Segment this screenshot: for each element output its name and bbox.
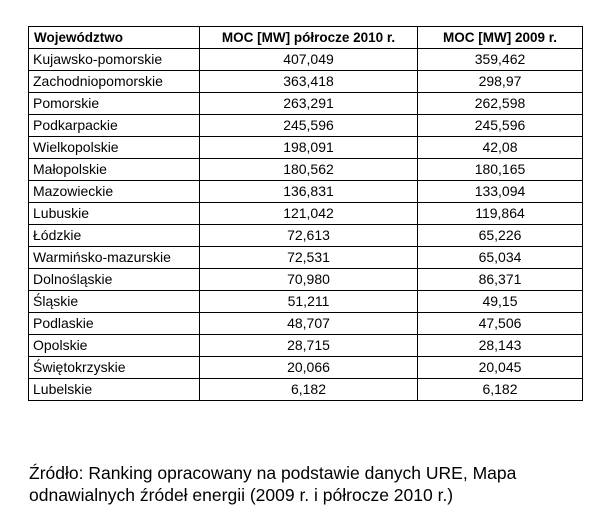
cell-power-2010: 363,418: [200, 71, 418, 93]
cell-power-2009: 28,143: [418, 335, 583, 357]
table-row: [29, 137, 583, 159]
table-row: [29, 203, 583, 225]
source-caption: [29, 462, 599, 506]
table-row: [29, 335, 583, 357]
cell-voivodeship: Kujawsko-pomorskie: [29, 49, 200, 71]
cell-power-2009: 133,094: [418, 181, 583, 203]
cell-power-2010: 20,066: [200, 357, 418, 379]
cell-power-2010: 28,715: [200, 335, 418, 357]
cell-power-2010: 136,831: [200, 181, 418, 203]
table-row: [29, 357, 583, 379]
table-header-row: [29, 27, 583, 49]
cell-power-2009: 86,371: [418, 269, 583, 291]
table-body: [29, 49, 583, 401]
cell-power-2009: 180,165: [418, 159, 583, 181]
cell-power-2009: 359,462: [418, 49, 583, 71]
cell-power-2009: 20,045: [418, 357, 583, 379]
table-row: [29, 313, 583, 335]
table-row: [29, 225, 583, 247]
cell-voivodeship: Dolnośląskie: [29, 269, 200, 291]
cell-power-2009: 245,596: [418, 115, 583, 137]
cell-power-2010: 48,707: [200, 313, 418, 335]
header-power-2009: MOC [MW] 2009 r.: [418, 27, 583, 49]
cell-power-2009: 119,864: [418, 203, 583, 225]
caption-line-2: odnawialnych źródeł energii (2009 r. i półrocze 2010 r.): [29, 485, 454, 505]
cell-power-2010: 6,182: [200, 379, 418, 401]
cell-power-2010: 245,596: [200, 115, 418, 137]
cell-power-2009: 298,97: [418, 71, 583, 93]
cell-voivodeship: Podlaskie: [29, 313, 200, 335]
caption-line-1: Źródło: Ranking opracowany na podstawie danych URE, Mapa: [29, 463, 517, 483]
power-capacity-table: [28, 26, 583, 401]
table-row: [29, 93, 583, 115]
cell-power-2009: 65,034: [418, 247, 583, 269]
table-row: [29, 269, 583, 291]
table-row: [29, 379, 583, 401]
cell-power-2009: 65,226: [418, 225, 583, 247]
cell-voivodeship: Śląskie: [29, 291, 200, 313]
cell-power-2009: 262,598: [418, 93, 583, 115]
cell-power-2010: 70,980: [200, 269, 418, 291]
table-row: [29, 71, 583, 93]
cell-power-2010: 407,049: [200, 49, 418, 71]
cell-voivodeship: Lubuskie: [29, 203, 200, 225]
cell-voivodeship: Świętokrzyskie: [29, 357, 200, 379]
cell-voivodeship: Małopolskie: [29, 159, 200, 181]
cell-voivodeship: Opolskie: [29, 335, 200, 357]
table-row: [29, 291, 583, 313]
table-row: [29, 159, 583, 181]
header-voivodeship: Województwo: [29, 27, 200, 49]
header-power-h1-2010: MOC [MW] półrocze 2010 r.: [200, 27, 418, 49]
cell-voivodeship: Łódzkie: [29, 225, 200, 247]
cell-voivodeship: Mazowieckie: [29, 181, 200, 203]
table-row: [29, 49, 583, 71]
cell-power-2010: 72,613: [200, 225, 418, 247]
table-row: [29, 115, 583, 137]
cell-power-2009: 49,15: [418, 291, 583, 313]
power-table-container: [28, 26, 583, 401]
cell-voivodeship: Pomorskie: [29, 93, 200, 115]
cell-power-2010: 121,042: [200, 203, 418, 225]
cell-power-2010: 72,531: [200, 247, 418, 269]
cell-power-2009: 42,08: [418, 137, 583, 159]
cell-power-2010: 180,562: [200, 159, 418, 181]
cell-power-2009: 6,182: [418, 379, 583, 401]
cell-voivodeship: Wielkopolskie: [29, 137, 200, 159]
cell-power-2009: 47,506: [418, 313, 583, 335]
cell-voivodeship: Lubelskie: [29, 379, 200, 401]
cell-power-2010: 198,091: [200, 137, 418, 159]
cell-voivodeship: Warmińsko-mazurskie: [29, 247, 200, 269]
cell-power-2010: 263,291: [200, 93, 418, 115]
table-row: [29, 247, 583, 269]
cell-voivodeship: Zachodniopomorskie: [29, 71, 200, 93]
table-row: [29, 181, 583, 203]
cell-power-2010: 51,211: [200, 291, 418, 313]
cell-voivodeship: Podkarpackie: [29, 115, 200, 137]
